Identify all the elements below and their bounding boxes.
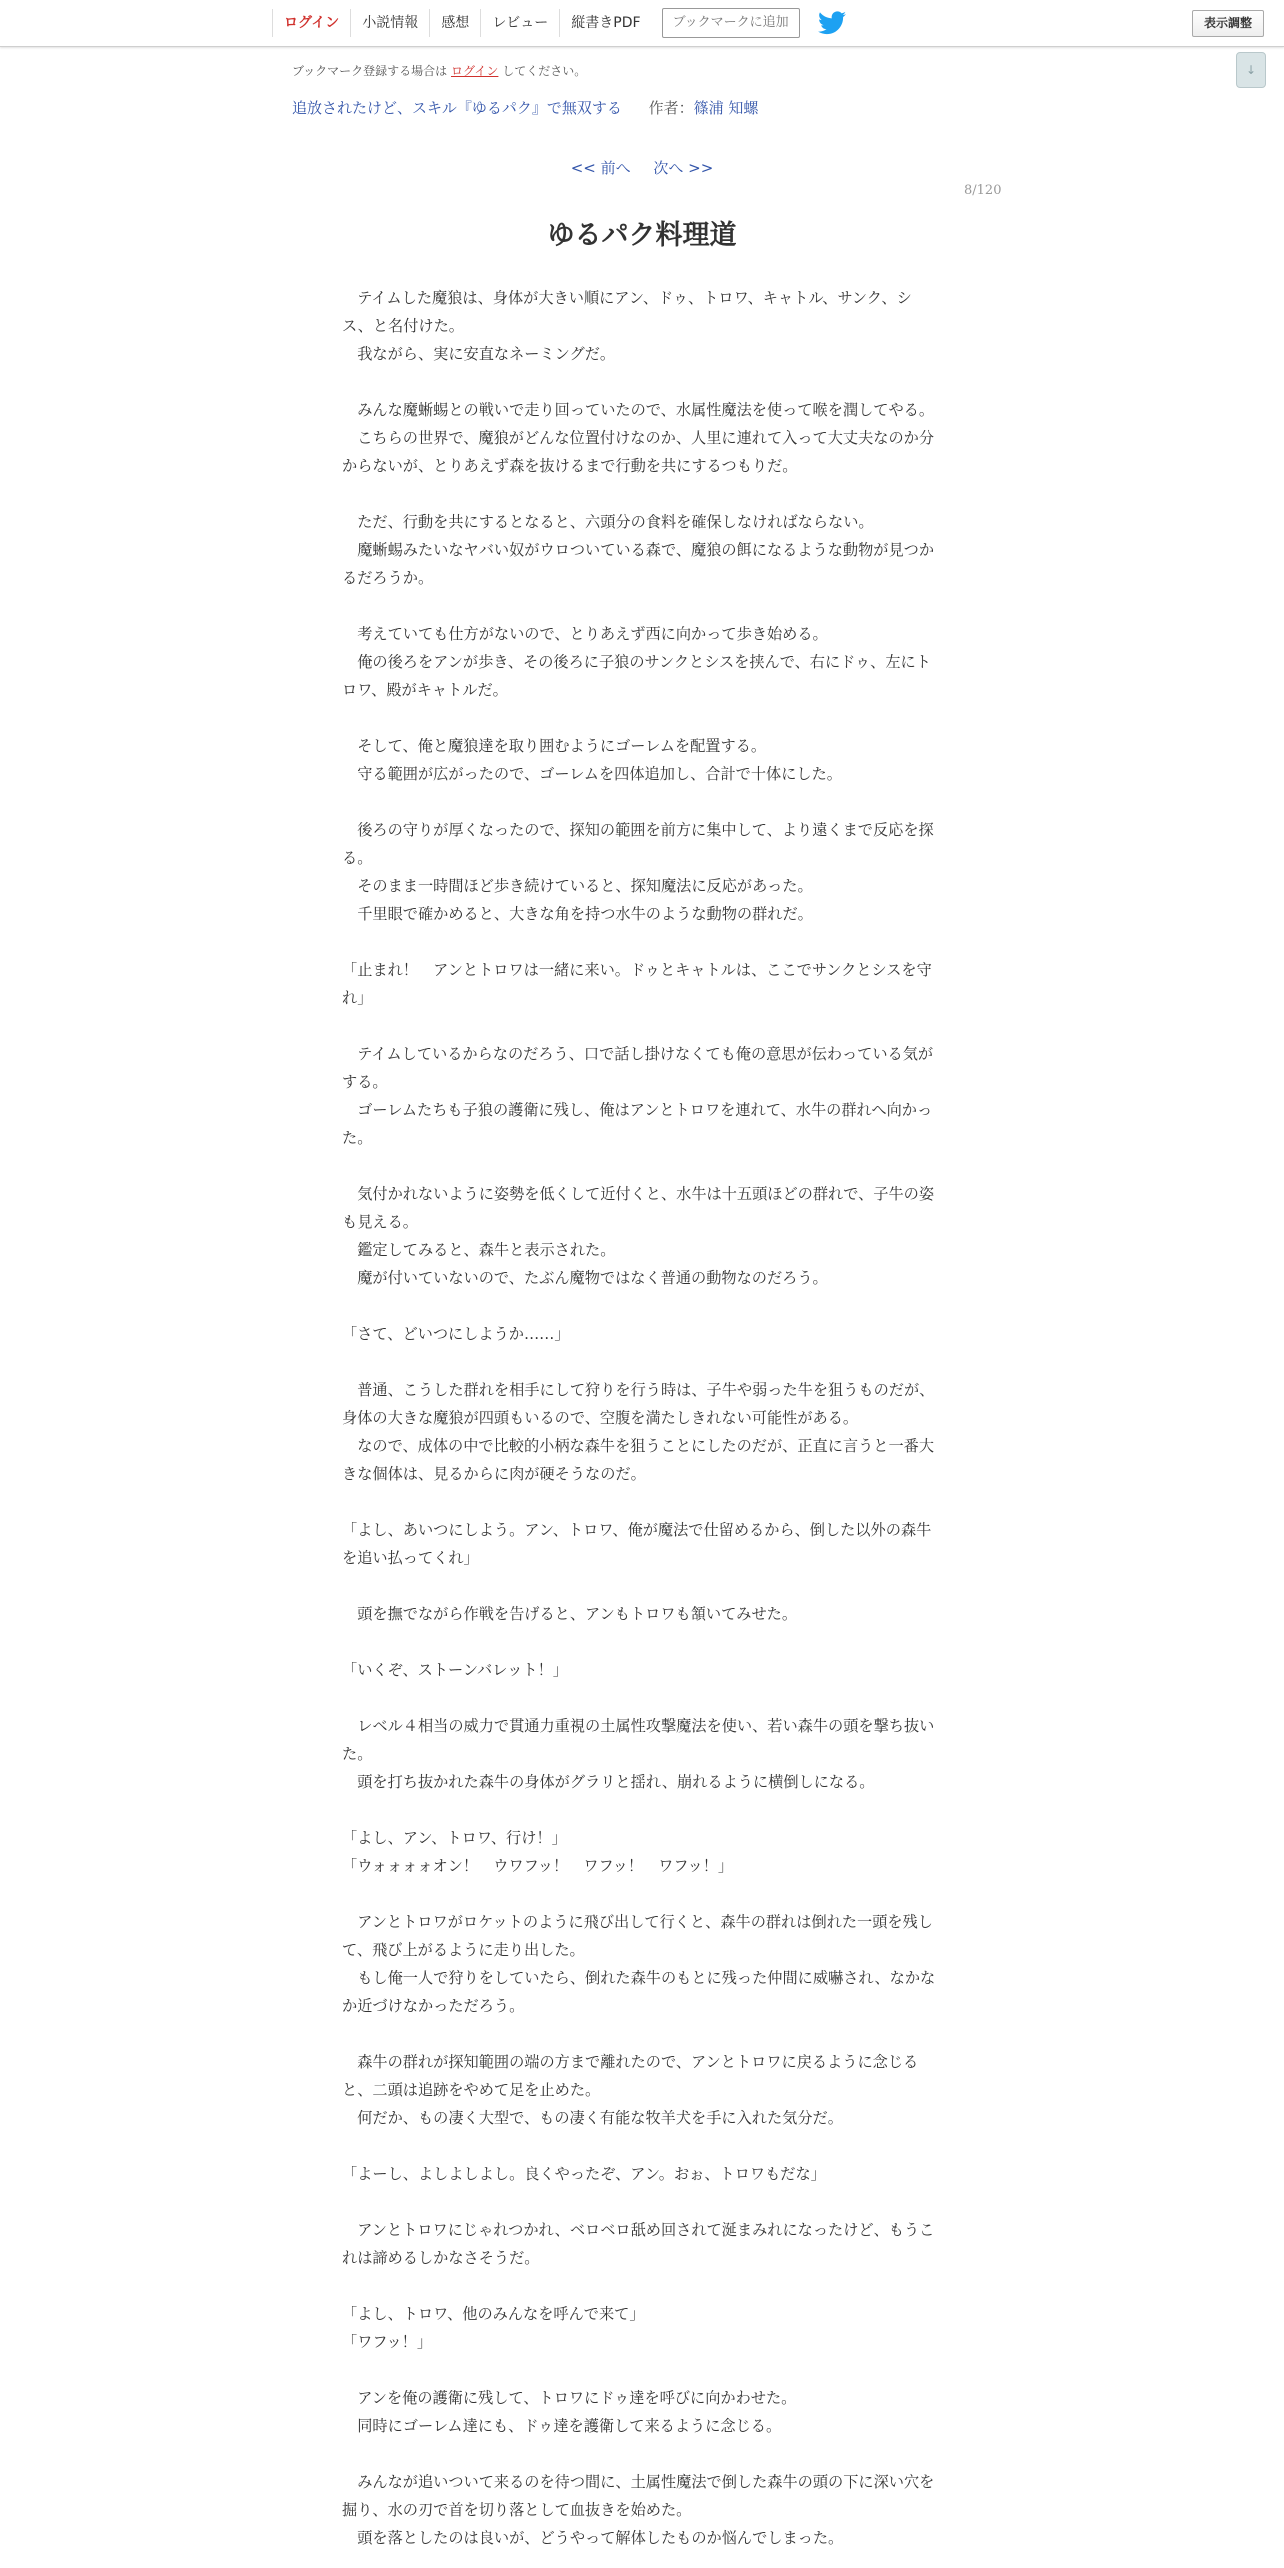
blank-line [342, 2356, 937, 2384]
body-line: 頭を落としたのは良いが、どうやって解体したものか悩んでしまった。 [342, 2529, 844, 2547]
body-line: 「止まれ！ アンとトロワは一緒に来い。ドゥとキャトルは、ここでサンクとシスを守れ」 [342, 961, 932, 1007]
blank-line [342, 1348, 937, 1376]
blank-line [342, 2188, 937, 2216]
blank-line [342, 788, 937, 816]
login-link[interactable]: ログイン [272, 9, 350, 37]
blank-line [342, 1292, 937, 1320]
vertical-pdf-link[interactable]: 縦書きPDF [559, 9, 651, 37]
body-line: 「ウォォォォオン！ ウワフッ！ ワフッ！ ワフッ！」 [342, 1857, 734, 1875]
body-line: そのまま一時間ほど歩き続けていると、探知魔法に反応があった。 [342, 877, 813, 895]
body-line: 守る範囲が広がったので、ゴーレムを四体追加し、合計で十体にした。 [342, 765, 842, 783]
twitter-bird-icon[interactable] [818, 11, 846, 35]
top-navigation-bar [0, 0, 1284, 47]
body-line: 頭を撫でながら作戦を告げると、アンもトロワも頷いてみせた。 [342, 1605, 798, 1623]
blank-line [342, 1628, 937, 1656]
body-line: 「よし、アン、トロワ、行け！」 [342, 1829, 567, 1847]
blank-line [342, 592, 937, 620]
body-line: 森牛の群れが探知範囲の端の方まで離れたので、アンとトロワに戻るように念じると、二頭は追跡をやめて足を止めた。 [342, 2053, 919, 2099]
body-line: 千里眼で確かめると、大きな角を持つ水牛のような動物の群れだ。 [342, 905, 813, 923]
next-chapter-link[interactable]: 次へ >> [653, 159, 714, 177]
page-number: 8/120 [964, 183, 1002, 198]
body-line: 魔蜥蜴みたいなヤバい奴がウロついている森で、魔狼の餌になるような動物が見つかるだろうか。 [342, 541, 935, 587]
body-line: なので、成体の中で比較的小柄な森牛を狙うことにしたのだが、正直に言うと一番大きな個体は、見るからに肉が硬そうなのだ。 [342, 1437, 935, 1483]
blank-line [342, 1572, 937, 1600]
impression-link[interactable]: 感想 [429, 9, 480, 37]
body-line: 「よーし、よしよしよし。良くやったぞ、アン。おぉ、トロワもだな」 [342, 2165, 826, 2183]
body-line: 後ろの守りが厚くなったので、探知の範囲を前方に集中して、より遠くまで反応を探る。 [342, 821, 934, 867]
body-line: ゴーレムたちも子狼の護衛に残し、俺はアンとトロワを連れて、水牛の群れへ向かった。 [342, 1101, 933, 1147]
body-line: テイムしているからなのだろう、口で話し掛けなくても俺の意思が伝わっている気がする。 [342, 1045, 934, 1091]
blank-line [342, 1012, 937, 1040]
body-line: 気付かれないように姿勢を低くして近付くと、水牛は十五頭ほどの群れで、子牛の姿も見える。 [342, 1185, 935, 1231]
body-line: 「よし、トロワ、他のみんなを呼んで来て」 [342, 2305, 645, 2323]
blank-line [342, 480, 937, 508]
body-line: 鑑定してみると、森牛と表示された。 [342, 1241, 616, 1259]
add-bookmark-button[interactable]: ブックマークに追加 [662, 8, 800, 38]
blank-line [342, 2272, 937, 2300]
blank-line [342, 2132, 937, 2160]
chapter-title: ゆるパク料理道 [547, 220, 737, 251]
notice-suffix: してください。 [502, 64, 587, 78]
blank-line [342, 1488, 937, 1516]
scroll-down-arrow-icon[interactable]: ↓ [1236, 52, 1266, 88]
body-line: 「ワフッ！」 [342, 2333, 433, 2351]
prev-chapter-link[interactable]: << 前へ [570, 159, 631, 177]
blank-line [342, 2020, 937, 2048]
body-line: 考えていても仕方がないので、とりあえず西に向かって歩き始める。 [342, 625, 828, 643]
body-line: 「よし、あいつにしよう。アン、トロワ、俺が魔法で仕留めるから、倒した以外の森牛を追い払ってくれ」 [342, 1521, 932, 1567]
body-line: みんなが追いついて来るのを待つ間に、土属性魔法で倒した森牛の頭の下に深い穴を掘り、水の刃で首を切り落として血抜きを始めた。 [342, 2473, 935, 2519]
series-title-link[interactable]: 追放されたけど、スキル『ゆるパク』で無双する [292, 99, 622, 117]
body-line: 頭を打ち抜かれた森牛の身体がグラリと揺れ、崩れるように横倒しになる。 [342, 1773, 875, 1791]
body-line: 魔が付いていないので、たぶん魔物ではなく普通の動物なのだろう。 [342, 1269, 828, 1287]
chapter-pager [0, 157, 1284, 178]
blank-line [342, 928, 937, 956]
body-line: 「いくぞ、ストーンバレット！」 [342, 1661, 568, 1679]
bookmark-login-notice [292, 62, 586, 79]
blank-line [342, 2440, 937, 2468]
display-settings-button[interactable]: 表示調整 [1192, 10, 1264, 37]
chapter-body [342, 284, 937, 2552]
blank-line [342, 704, 937, 732]
body-line: みんな魔蜥蜴との戦いで走り回っていたので、水属性魔法を使って喉を潤してやる。 [342, 401, 935, 419]
review-link[interactable]: レビュー [480, 9, 559, 37]
body-line: アンとトロワがロケットのように飛び出して行くと、森牛の群れは倒れた一頭を残して、飛び上がるように走り出した。 [342, 1913, 933, 1959]
notice-prefix: ブックマーク登録する場合は [292, 64, 448, 78]
body-line: テイムした魔狼は、身体が大きい順にアン、ドゥ、トロワ、キャトル、サンク、シス、と名付けた。 [342, 289, 912, 335]
blank-line [342, 1880, 937, 1908]
body-line: 俺の後ろをアンが歩き、その後ろに子狼のサンクとシスを挟んで、右にドゥ、左にトロワ、殿がキャトルだ。 [342, 653, 931, 699]
body-line: こちらの世界で、魔狼がどんな位置付けなのか、人里に連れて入って大丈夫なのか分からないが、とりあえず森を抜けるまで行動を共にするつもりだ。 [342, 429, 935, 475]
body-line: もし俺一人で狩りをしていたら、倒れた森牛のもとに残った仲間に威嚇され、なかなか近づけなかっただろう。 [342, 1969, 936, 2015]
blank-line [342, 1152, 937, 1180]
body-line: ただ、行動を共にするとなると、六頭分の食料を確保しなければならない。 [342, 513, 874, 531]
body-line: レベル４相当の威力で貫通力重視の土属性攻撃魔法を使い、若い森牛の頭を撃ち抜いた。 [342, 1717, 935, 1763]
body-line: 何だか、もの凄く大型で、もの凄く有能な牧羊犬を手に入れた気分だ。 [342, 2109, 843, 2127]
body-line: 普通、こうした群れを相手にして狩りを行う時は、子牛や弱った牛を狙うものだが、身体の大きな魔狼が四頭もいるので、空腹を満たしきれない可能性がある。 [342, 1381, 935, 1427]
body-line: アンとトロワにじゃれつかれ、ベロベロ舐め回されて涎まみれになったけど、もうこれは諦めるしかなさそうだ。 [342, 2221, 935, 2267]
author-label: 作者： [648, 99, 694, 117]
top-nav [272, 0, 846, 46]
blank-line [342, 1796, 937, 1824]
body-line: そして、俺と魔狼達を取り囲むようにゴーレムを配置する。 [342, 737, 767, 755]
novel-info-link[interactable]: 小説情報 [350, 9, 429, 37]
author-link[interactable]: 篠浦 知螺 [693, 99, 759, 117]
body-line: アンを俺の護衛に残して、トロワにドゥ達を呼びに向かわせた。 [342, 2389, 797, 2407]
body-line: 同時にゴーレム達にも、ドゥ達を護衛して来るように念じる。 [342, 2417, 782, 2435]
body-line: 「さて、どいつにしようか……」 [342, 1325, 570, 1343]
notice-login-link[interactable]: ログイン [451, 64, 499, 78]
blank-line [342, 1684, 937, 1712]
body-line: 我ながら、実に安直なネーミングだ。 [342, 345, 616, 363]
series-info [292, 97, 758, 118]
blank-line [342, 368, 937, 396]
